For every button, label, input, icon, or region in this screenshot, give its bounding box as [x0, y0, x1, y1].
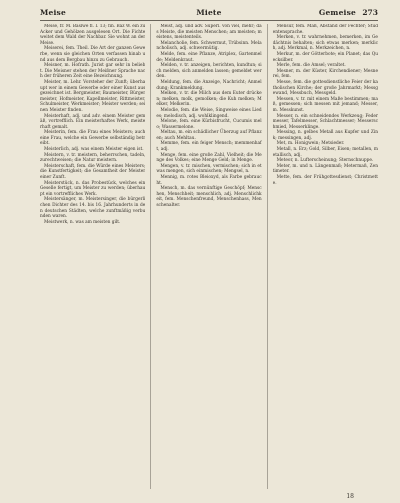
- entry-paragraph: Mensur, fem. Maß, Abstand der Fechter; Studentensprache.: [272, 24, 378, 35]
- entry-paragraph: Meteor, n. Lufterscheinung; Sternschnuppe.: [276, 158, 374, 164]
- entry-paragraph: Meister, m. Lehr. Vorsteher der Zunft; überhaupt wer in einem Gewerbe oder einer Kunst ausgezeichnet ist. Bergmeister, Baumeister, Bürgermeister, Hofmeister, Kapellmeister, Rittmeister, Schulmeister, Werkmeister; Meister werden; seinen Meister finden.: [40, 79, 146, 113]
- entry-paragraph: Meisterschaft, fem. die Würde eines Meisters; die Kunstfertigkeit; die Gesamtheit der Meister einer Zunft.: [40, 163, 146, 181]
- entry-paragraph: Met, m. Honigwein; Metsieder.: [276, 141, 345, 147]
- entry-paragraph: Messing, n. gelbes Metall aus Kupfer und Zink; messingen, adj.: [272, 130, 378, 141]
- entry-paragraph: Merle, fem. die Amsel; veraltet.: [276, 63, 346, 69]
- entry-paragraph: Meisner, m. Hofrath. Jurist gar sehr in beliebt. Die Meisner stehen der Meißner Sprache nach der früheren Zeit eine Bezeichnung.: [40, 63, 146, 80]
- column-1: [40, 24, 145, 489]
- entry-paragraph: Messer, n. ein schneidendes Werkzeug; Federmesser, Tafelmesser, Schlachtmesser; Messerschmied, Messerklinge.: [272, 113, 378, 130]
- entry-paragraph: Mengen, v. tr. mischen, vermischen; sich in etwas mengen, sich einmischen; Mengsel, n.: [156, 163, 262, 175]
- entry-paragraph: Melken, v. tr. die Milch aus dem Euter drücken; melken, molk, gemolken; die Kuh melken; Melker, Melkerin.: [156, 91, 262, 108]
- entry-paragraph: Metall, n. Erz; Gold, Silber, Eisen; metallen, metallisch, adj.: [272, 147, 378, 158]
- entry-paragraph: Mette, fem. der Frühgottesdienst; Christmette.: [272, 175, 378, 186]
- entry-paragraph: Mennig, m. rotes Bleioxyd, als Farbe gebraucht.: [156, 175, 262, 186]
- column-2: [156, 24, 261, 489]
- entry-paragraph: Messe, fem. die gottesdienstliche Feier der katholischen Kirche; der große Jahrmarkt; Messgewand, Messbuch, Messgeld.: [272, 79, 378, 97]
- entry-paragraph: Melancholie, fem. Schwermut, Trübsinn. Melancholisch, adj. schwermütig.: [156, 40, 262, 52]
- entry-paragraph: Meistersänger, m. Meistersinger, die bürgerlichen Dichter des 14. bis 16. Jahrhunderts in den deutschen Städten, welche zunftmäßig verbunden waren.: [40, 197, 146, 220]
- entry-paragraph: Melde, fem. eine Pflanze, Atriplex, Gartenmelde; Meldenkraut.: [156, 51, 262, 63]
- column-3: [273, 24, 378, 489]
- text-columns: [40, 24, 378, 489]
- entry-paragraph: Memme, fem. ein feiger Mensch; memmenhaft, adj.: [156, 141, 262, 153]
- entry-paragraph: Meisterhaft, adj. und adv. einem Meister gemäß, vortrefflich. Ein meisterhaftes Werk, meisterhaft gemalt.: [40, 113, 146, 130]
- entry-paragraph: Meisterin, fem. die Frau eines Meisters; auch eine Frau, welche ein Gewerbe selbständig betreibt.: [40, 130, 146, 147]
- entry-paragraph: Meldung, fem. die Anzeige, Nachricht; Anmeldung; Krankmeldung.: [156, 79, 262, 91]
- entry-paragraph: Melden, v. tr. anzeigen, berichten, kundtun; sich melden, sich anmelden lassen; gemeldet werden.: [156, 63, 262, 80]
- entry-paragraph: Meisterlich, adj. was einem Meister eigen ist.: [44, 147, 144, 153]
- column-divider: [150, 24, 151, 489]
- entry-paragraph: Melone, fem. eine Kürbisfrucht, Cucumis melo; Wassermelone.: [156, 119, 262, 130]
- page-header: [40, 6, 378, 20]
- entry-paragraph: Meist, adj. und adv. Superl. von viel, mehr; das Meiste, die meisten Menschen; am meisten; meistens, meistenteils.: [156, 24, 262, 41]
- entry-paragraph: Mesner, m. der Küster, Kirchendiener; Mesnerei, fem.: [272, 68, 378, 80]
- entry-paragraph: Meise, fr. M. Baslwe fl. I. 13; fin. Baz W. ein zu Acker und Gehölzen ausgelesen Ort. Die Fichte weitet dem Wald der Nachbar. Sie wohnt an der Meise.: [40, 24, 146, 46]
- entry-paragraph: Messen, v. tr. mit einem Maße bestimmen; maß, gemessen; sich messen mit jemand; Messer, m. Messkunst.: [272, 96, 378, 113]
- entry-paragraph: Merkur, m. der Götterbote; ein Planet; das Quecksilber.: [272, 51, 378, 63]
- page-number: 273: [362, 8, 378, 17]
- entry-paragraph: Meltau, m. ein schädlicher Überzug auf Pflanzen; auch Mehltau.: [156, 130, 262, 141]
- entry-paragraph: Meter, m. und n. Längenmaß; Metermaß, Zentimeter.: [272, 163, 378, 175]
- entry-paragraph: Merken, v. tr. wahrnehmen, bemerken, im Gedächtnis behalten; sich etwas merken; merklich, adj. Merkmal, n. Merkzeichen, n.: [272, 35, 378, 52]
- entry-paragraph: Meiserei, fem. Theil. Die Art der ganzen Gewerbe, wenn sie gleichen Orten verfassen hinab und aus dem Bergbau hinzu zu Gebrauch.: [40, 46, 146, 63]
- header-right-word: Gemeise: [318, 8, 356, 17]
- entry-paragraph: Meisterstück, n. das Probestück, welches ein Geselle fertigt, um Meister zu werden; überhaupt ein vortreffliches Werk.: [40, 180, 146, 197]
- entry-paragraph: Melodie, fem. die Weise, Singweise eines Liedes; melodisch, adj. wohlklingend.: [156, 107, 262, 119]
- entry-paragraph: Meistwerk, n. was am meisten gilt.: [44, 219, 121, 225]
- header-left-word: Meise: [40, 8, 66, 17]
- entry-paragraph: Mensch, m. das vernünftige Geschöpf; Menschen, Menschheit; menschlich, adj. Menschlichkeit, fem. Menschenfreund, Menschenhass, Menschenalter.: [156, 186, 262, 208]
- header-rule: [40, 20, 378, 21]
- signature-mark: 18: [346, 493, 354, 500]
- entry-paragraph: Menge, fem. eine große Zahl, Vielheit; die Menge des Volkes; eine Menge Geld; in Menge.: [156, 152, 262, 164]
- header-middle-word: Miete: [196, 8, 222, 17]
- column-divider: [267, 24, 268, 489]
- entry-paragraph: Meistern, v. tr. meistern, beherrschen, tadeln, zurechtweisen; die Natur meistern.: [40, 152, 146, 164]
